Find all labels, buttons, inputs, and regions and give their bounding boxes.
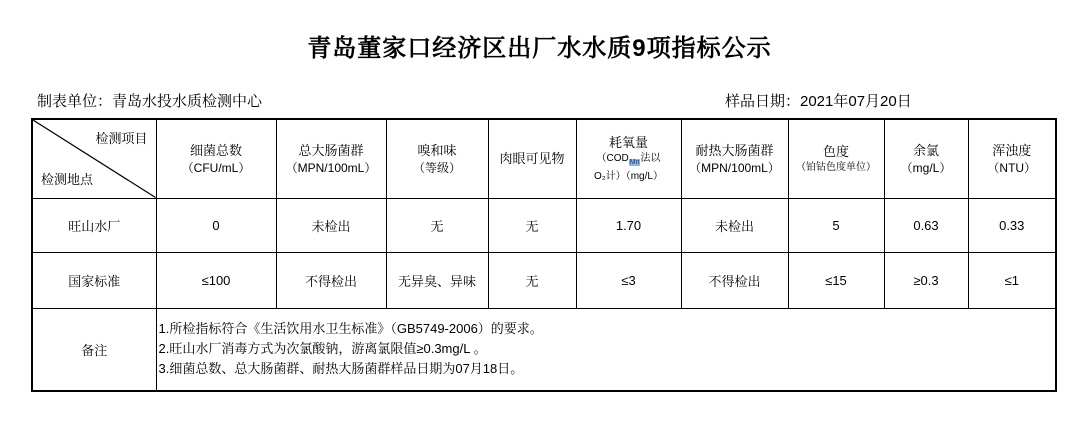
value-cell: 5	[788, 198, 884, 252]
value-cell: ≥0.3	[884, 252, 968, 308]
remark-line-3: 3.细菌总数、总大肠菌群、耐热大肠菌群样品日期为07月18日。	[158, 361, 524, 377]
sample-date-label: 样品日期：2021年07月20日	[725, 93, 912, 110]
value-cell: ≤100	[156, 252, 276, 308]
value-cell: 不得检出	[276, 252, 386, 308]
value-cell: ≤1	[968, 252, 1056, 308]
header-cell-turbidity: 浑浊度 （NTU）	[968, 119, 1056, 198]
corner-cell	[32, 119, 156, 198]
table-row-national-standard	[32, 252, 1056, 308]
header-cell-total-coliform: 总大肠菌群 （MPN/100mL）	[276, 119, 386, 198]
table-row-wangshan	[32, 198, 1056, 252]
value-cell: 0.63	[884, 198, 968, 252]
corner-item-label: 检测项目	[95, 131, 148, 146]
corner-site-label: 检测地点	[41, 171, 94, 187]
remark-label: 备注	[32, 308, 156, 391]
header-cell-thermotolerant-coliform: 耐热大肠菌群 （MPN/100mL）	[681, 119, 788, 198]
maker-unit-label: 制表单位：青岛水投水质检测中心	[37, 93, 263, 110]
value-cell: 无异臭、异味	[386, 252, 488, 308]
remark-line-2: 2.旺山水厂消毒方式为次氯酸钠，游离氯限值≥0.3mg/L 。	[158, 341, 487, 357]
value-cell: 无	[488, 198, 576, 252]
remark-line-1: 1.所检指标符合《生活饮用水卫生标准》（GB5749-2006）的要求。	[158, 321, 543, 337]
header-cell-cod: 耗氧量 （$COD_{Mn}$法以 O₂计）（mg/L）	[576, 119, 681, 198]
header-cell-odor-taste: 嗅和味 （等级）	[386, 119, 488, 198]
value-cell: 无	[386, 198, 488, 252]
value-cell: 不得检出	[681, 252, 788, 308]
water-quality-table	[31, 118, 1057, 392]
row-label-wangshan: 旺山水厂	[32, 198, 156, 252]
cod-unit-line: （$COD_{Mn}$法以	[596, 152, 661, 166]
value-cell: 无	[488, 252, 576, 308]
header-cell-chroma: 色度 （铂钴色度单位）	[788, 119, 884, 198]
value-cell: ≤3	[576, 252, 681, 308]
remark-content	[156, 308, 1056, 391]
header-cell-visible-matter: 肉眼可见物	[488, 119, 576, 198]
header-cell-total-bacteria: 细菌总数 （CFU/mL）	[156, 119, 276, 198]
value-cell: 0.33	[968, 198, 1056, 252]
value-cell: ≤15	[788, 252, 884, 308]
value-cell: 0	[156, 198, 276, 252]
row-label-national-standard: 国家标准	[32, 252, 156, 308]
value-cell: 未检出	[276, 198, 386, 252]
remark-row	[32, 308, 1056, 391]
header-row	[32, 119, 1056, 198]
value-cell: 1.70	[576, 198, 681, 252]
cod-mn-subscript: Mn	[629, 158, 640, 166]
value-cell: 未检出	[681, 198, 788, 252]
header-cell-residual-chlorine: 余氯 （mg/L）	[884, 119, 968, 198]
page-title: 青岛董家口经济区出厂水水质9项指标公示	[307, 35, 772, 62]
